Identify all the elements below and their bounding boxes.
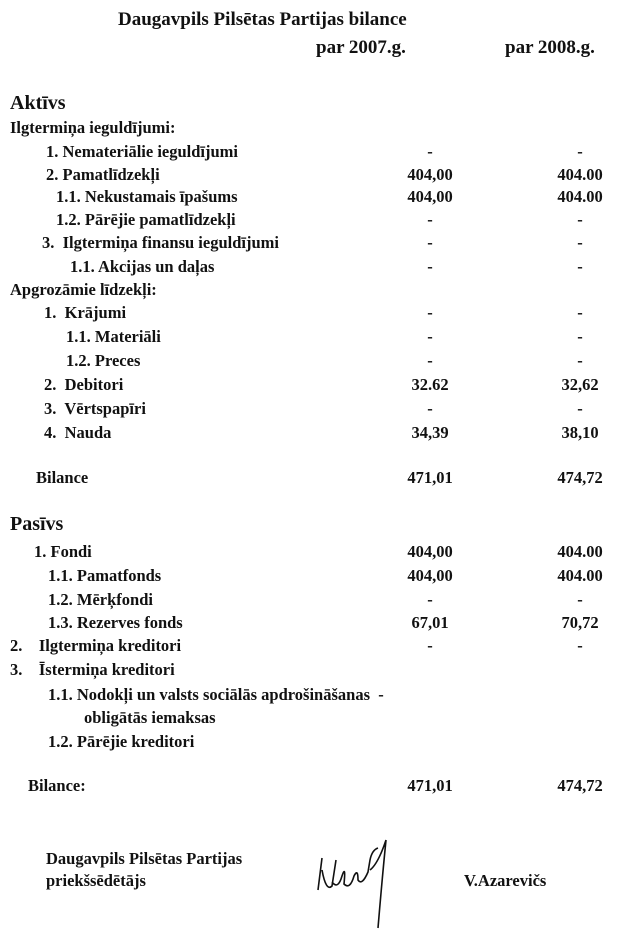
value-2008: 404.00 bbox=[557, 566, 603, 585]
value-2007: 34,39 bbox=[411, 423, 449, 442]
value-2007: - bbox=[427, 590, 433, 609]
table-row bbox=[0, 351, 640, 373]
value-2007: 471,01 bbox=[407, 776, 453, 795]
table-row bbox=[0, 636, 640, 658]
table-row bbox=[0, 732, 640, 754]
column-header-2007: par 2007.g. bbox=[316, 37, 406, 58]
column-header-2008: par 2008.g. bbox=[505, 37, 595, 58]
table-row bbox=[0, 257, 640, 279]
value-2008: - bbox=[577, 399, 583, 418]
row-label: Apgrozāmie līdzekļi: bbox=[10, 280, 157, 299]
row-label: Bilance: bbox=[28, 776, 86, 795]
assets-total-row bbox=[0, 468, 640, 490]
value-2007: - bbox=[427, 351, 433, 370]
table-row bbox=[0, 590, 640, 612]
row-label: 1. Nemateriālie ieguldījumi bbox=[46, 142, 239, 161]
value-2007: - bbox=[427, 142, 433, 161]
row-label: 2. Ilgtermiņa kreditori bbox=[10, 636, 182, 655]
table-row bbox=[0, 210, 640, 232]
table-row bbox=[0, 685, 640, 707]
value-2008: - bbox=[577, 233, 583, 252]
handwritten-signature bbox=[308, 820, 428, 930]
table-row bbox=[0, 542, 640, 564]
table-row bbox=[0, 187, 640, 209]
value-2007: 404,00 bbox=[407, 165, 453, 184]
value-2007: 404,00 bbox=[407, 566, 453, 585]
signatory-title-line1: Daugavpils Pilsētas Partijas bbox=[46, 849, 243, 868]
signatory-title-line2: priekšsēdētājs bbox=[46, 871, 146, 890]
table-row bbox=[0, 303, 640, 325]
value-2008: 474,72 bbox=[557, 776, 603, 795]
value-2008: - bbox=[577, 303, 583, 322]
row-label: 1.1. Akcijas un daļas bbox=[70, 257, 215, 276]
value-2007: 404,00 bbox=[407, 542, 453, 561]
value-2008: 404.00 bbox=[557, 165, 603, 184]
value-2007: - bbox=[427, 399, 433, 418]
value-2008: - bbox=[577, 351, 583, 370]
value-2007: 471,01 bbox=[407, 468, 453, 487]
row-label: 1.2. Pārējie pamatlīdzekļi bbox=[56, 210, 236, 229]
liabilities-total-row bbox=[0, 776, 640, 798]
liabilities-heading: Pasīvs bbox=[10, 513, 64, 535]
row-label: 1.2. Mērķfondi bbox=[48, 590, 153, 609]
value-2008: 404.00 bbox=[557, 187, 603, 206]
row-label: 1.1. Materiāli bbox=[66, 327, 161, 346]
table-row bbox=[0, 566, 640, 588]
row-label: 4. Nauda bbox=[44, 423, 112, 442]
value-2008: - bbox=[577, 327, 583, 346]
value-2008: 32,62 bbox=[561, 375, 599, 394]
table-row bbox=[0, 423, 640, 445]
row-label: 3. Ilgtermiņa finansu ieguldījumi bbox=[42, 233, 279, 252]
table-row bbox=[0, 708, 640, 730]
row-label: 1.2. Pārējie kreditori bbox=[48, 732, 195, 751]
table-row bbox=[0, 327, 640, 349]
signatory-name: V.Azarevičs bbox=[464, 871, 547, 890]
value-2008: - bbox=[577, 142, 583, 161]
row-label: 2. Debitori bbox=[44, 375, 124, 394]
value-2007: 32.62 bbox=[411, 375, 449, 394]
value-2007: - bbox=[427, 636, 433, 655]
value-2008: - bbox=[577, 636, 583, 655]
row-label: 1.2. Preces bbox=[66, 351, 141, 370]
row-label: 3. Īstermiņa kreditori bbox=[10, 660, 175, 679]
table-row bbox=[0, 613, 640, 635]
row-label: Bilance bbox=[36, 468, 89, 487]
row-label: 1.1. Nodokļi un valsts sociālās apdrošināšanas - bbox=[48, 685, 384, 704]
value-2007: - bbox=[427, 303, 433, 322]
row-label: 3. Vērtspapīri bbox=[44, 399, 146, 418]
table-row bbox=[0, 660, 640, 682]
value-2008: 38,10 bbox=[561, 423, 599, 442]
value-2007: 67,01 bbox=[411, 613, 449, 632]
assets-heading: Aktīvs bbox=[10, 92, 66, 114]
value-2008: - bbox=[577, 590, 583, 609]
table-row bbox=[0, 165, 640, 187]
row-label: obligātās iemaksas bbox=[84, 708, 216, 727]
row-label: 2. Pamatlīdzekļi bbox=[46, 165, 160, 184]
row-label: 1.1. Pamatfonds bbox=[48, 566, 162, 585]
value-2008: - bbox=[577, 210, 583, 229]
value-2008: 70,72 bbox=[561, 613, 599, 632]
row-label: 1. Fondi bbox=[34, 542, 92, 561]
table-row bbox=[0, 118, 640, 140]
table-row bbox=[0, 399, 640, 421]
value-2008: 474,72 bbox=[557, 468, 603, 487]
row-label: 1.1. Nekustamais īpašums bbox=[56, 187, 238, 206]
table-row bbox=[0, 280, 640, 302]
row-label: 1. Krājumi bbox=[44, 303, 127, 322]
value-2008: - bbox=[577, 257, 583, 276]
row-label: 1.3. Rezerves fonds bbox=[48, 613, 183, 632]
value-2007: 404,00 bbox=[407, 187, 453, 206]
row-label: Ilgtermiņa ieguldījumi: bbox=[10, 118, 176, 137]
value-2007: - bbox=[427, 233, 433, 252]
document-title: Daugavpils Pilsētas Partijas bilance bbox=[118, 9, 407, 30]
table-row bbox=[0, 142, 640, 164]
table-row bbox=[0, 233, 640, 255]
value-2007: - bbox=[427, 327, 433, 346]
value-2007: - bbox=[427, 210, 433, 229]
table-row bbox=[0, 375, 640, 397]
value-2008: 404.00 bbox=[557, 542, 603, 561]
value-2007: - bbox=[427, 257, 433, 276]
